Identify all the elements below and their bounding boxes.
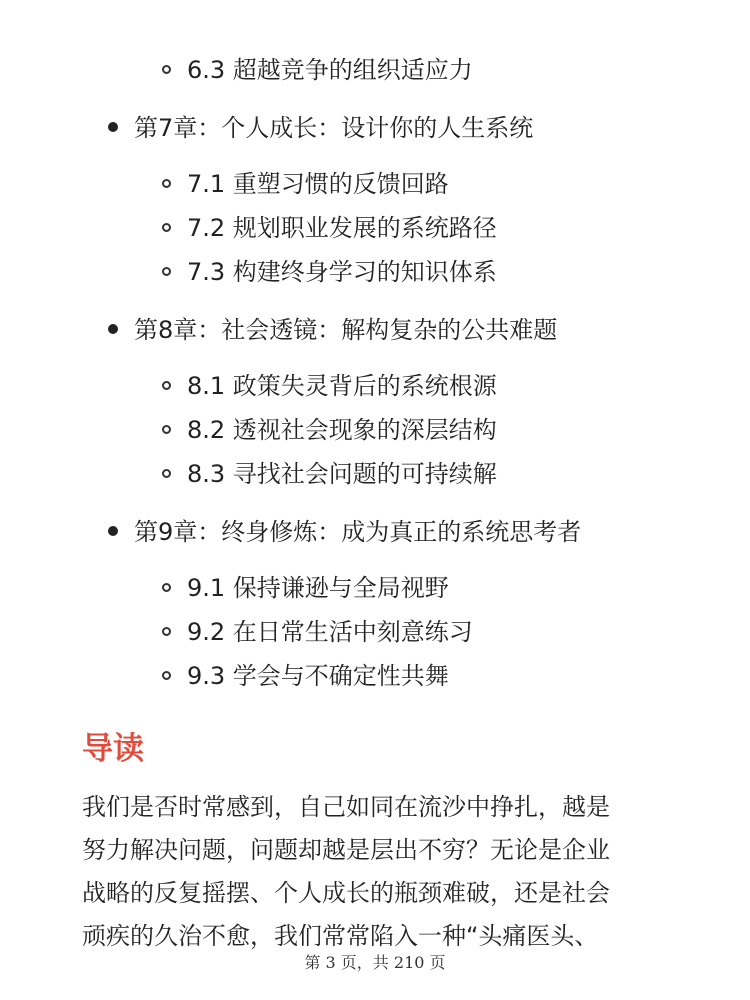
circle-bullet-icon bbox=[162, 179, 171, 188]
toc-chapter-item[interactable] bbox=[108, 512, 581, 552]
circle-bullet-icon bbox=[162, 425, 171, 434]
disc-bullet-icon bbox=[108, 122, 118, 132]
toc-item-label: 9.2 在日常生活中刻意练习 bbox=[187, 618, 473, 646]
toc-section-item[interactable] bbox=[162, 164, 449, 204]
toc-section-item[interactable] bbox=[162, 656, 449, 696]
disc-bullet-icon bbox=[108, 324, 118, 334]
toc-section-item[interactable] bbox=[162, 612, 473, 652]
circle-bullet-icon bbox=[162, 583, 171, 592]
toc-item-label: 7.1 重塑习惯的反馈回路 bbox=[187, 170, 449, 198]
toc-item-label: 8.2 透视社会现象的深层结构 bbox=[187, 416, 497, 444]
circle-bullet-icon bbox=[162, 469, 171, 478]
page-number: 第 3 页，共 210 页 bbox=[304, 953, 446, 972]
circle-bullet-icon bbox=[162, 381, 171, 390]
toc-item-label: 9.1 保持谦逊与全局视野 bbox=[187, 574, 449, 602]
disc-bullet-icon bbox=[108, 526, 118, 536]
toc-item-label: 7.2 规划职业发展的系统路径 bbox=[187, 214, 497, 242]
toc-section-item[interactable] bbox=[162, 454, 497, 494]
toc-section-item[interactable] bbox=[162, 50, 473, 90]
toc-section-item[interactable] bbox=[162, 252, 497, 292]
intro-paragraph-line: 我们是否时常感到，自己如同在流沙中挣扎，越是 bbox=[82, 793, 610, 821]
circle-bullet-icon bbox=[162, 627, 171, 636]
toc-item-label: 8.3 寻找社会问题的可持续解 bbox=[187, 460, 497, 488]
circle-bullet-icon bbox=[162, 65, 171, 74]
toc-item-label: 第9章：终身修炼：成为真正的系统思考者 bbox=[134, 518, 582, 546]
toc-chapter-item[interactable] bbox=[108, 310, 557, 350]
toc-item-label: 7.3 构建终身学习的知识体系 bbox=[187, 258, 497, 286]
circle-bullet-icon bbox=[162, 223, 171, 232]
circle-bullet-icon bbox=[162, 267, 171, 276]
circle-bullet-icon bbox=[162, 671, 171, 680]
toc-item-label: 6.3 超越竞争的组织适应力 bbox=[187, 56, 473, 84]
toc-item-label: 第7章：个人成长：设计你的人生系统 bbox=[134, 114, 534, 142]
toc-item-label: 8.1 政策失灵背后的系统根源 bbox=[187, 372, 497, 400]
toc-chapter-item[interactable] bbox=[108, 108, 533, 148]
toc-section-item[interactable] bbox=[162, 366, 497, 406]
toc-section-item[interactable] bbox=[162, 208, 497, 248]
toc-item-label: 9.3 学会与不确定性共舞 bbox=[187, 662, 449, 690]
toc-item-label: 第8章：社会透镜：解构复杂的公共难题 bbox=[134, 316, 558, 344]
intro-paragraph-line: 顽疾的久治不愈，我们常常陷入一种“头痛医头、 bbox=[82, 922, 599, 950]
toc-section-item[interactable] bbox=[162, 410, 497, 450]
intro-paragraph-line: 努力解决问题，问题却越是层出不穷？无论是企业 bbox=[82, 836, 610, 864]
toc-section-item[interactable] bbox=[162, 568, 449, 608]
intro-paragraph-line: 战略的反复摇摆、个人成长的瓶颈难破，还是社会 bbox=[82, 879, 610, 907]
intro-heading: 导读 bbox=[82, 731, 144, 767]
